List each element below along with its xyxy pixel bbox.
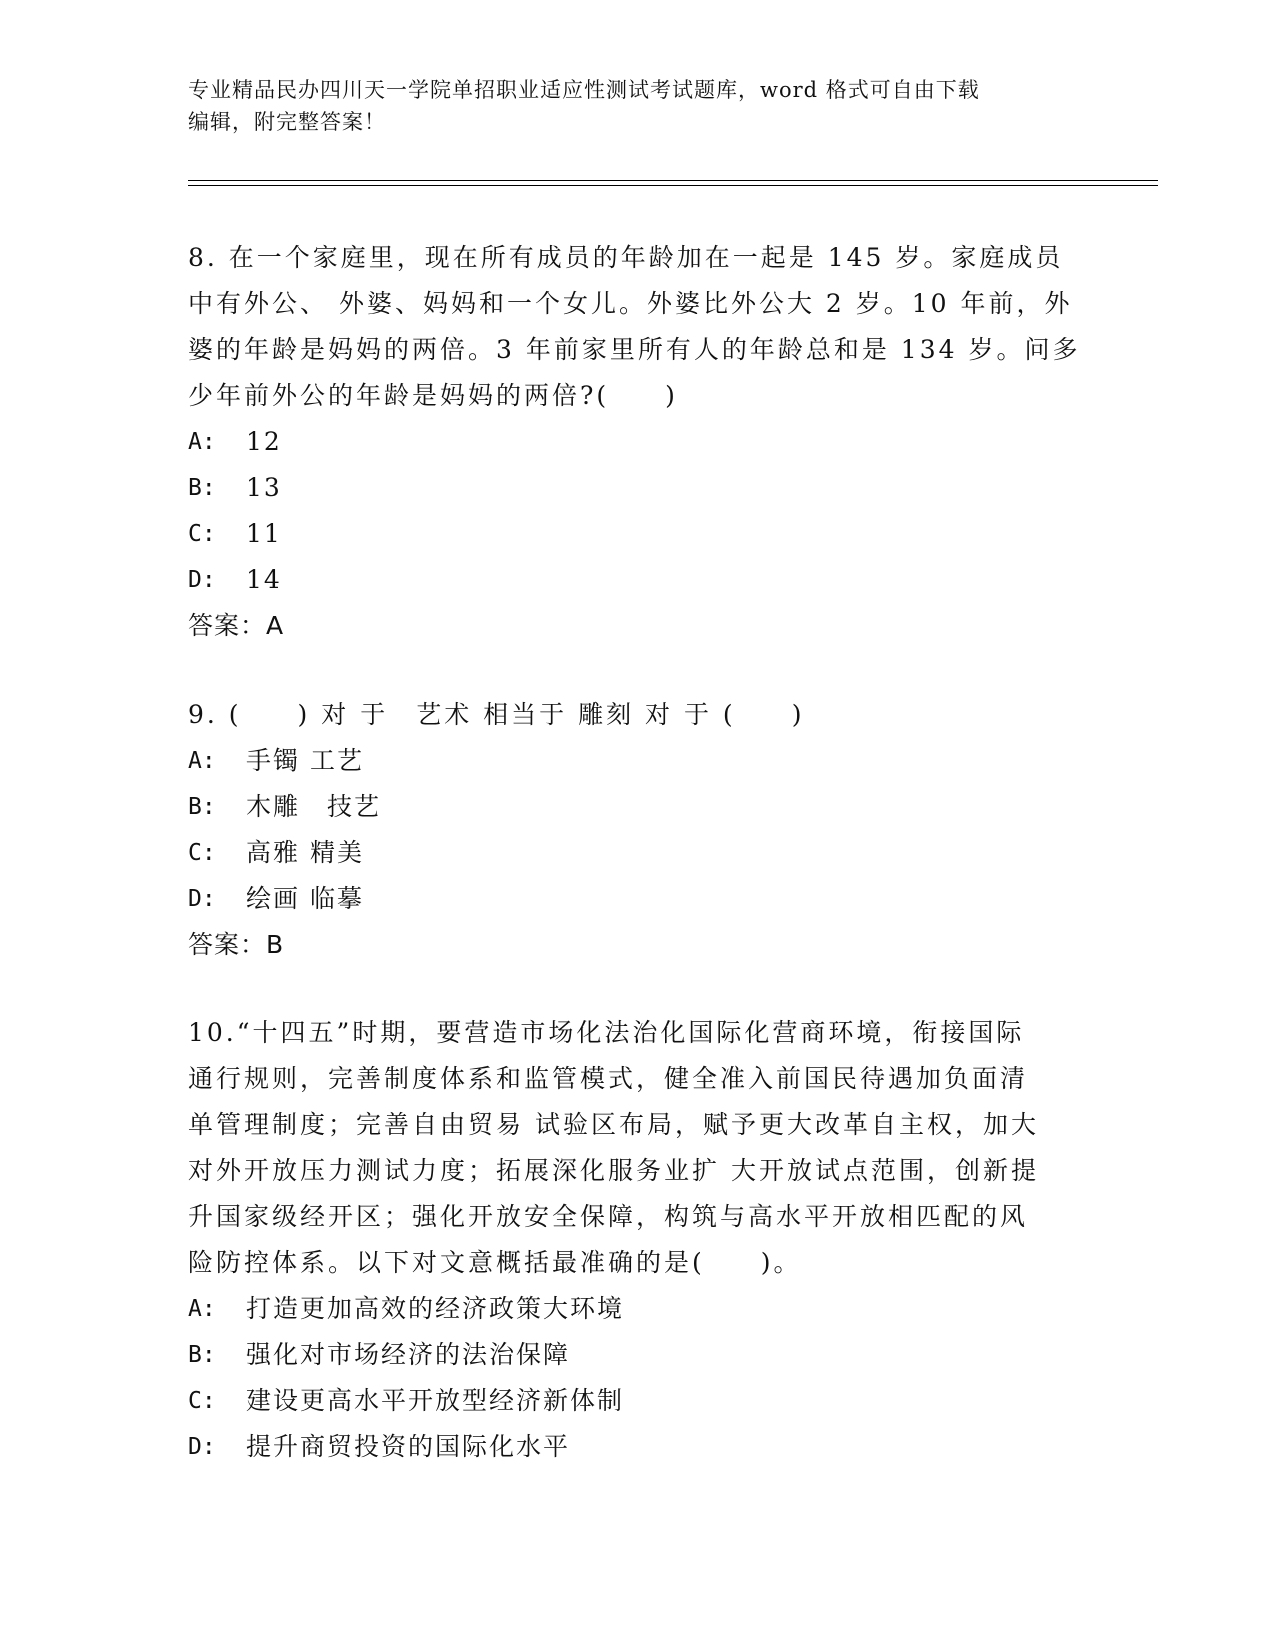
option-c (188, 830, 1088, 876)
option-text: 高雅 精美 (246, 838, 364, 867)
header-divider-bottom (188, 185, 1158, 186)
question-stem-line: 婆的年龄是妈妈的两倍。3 年前家里所有人的年龄总和是 134 岁。问多 (188, 335, 1081, 364)
answer-line: 答案：B (188, 930, 285, 959)
option-letter: B: (188, 794, 216, 820)
option-d (188, 1424, 1088, 1470)
option-c (188, 511, 1088, 557)
option-a (188, 1286, 1088, 1332)
option-text: 12 (246, 427, 282, 456)
question-stem-line: 单管理制度；完善自由贸易 试验区布局，赋予更大改革自主权，加大 (188, 1110, 1039, 1139)
question-stem-line: 8. 在一个家庭里，现在所有成员的年龄加在一起是 145 岁。家庭成员 (188, 243, 1064, 272)
answer-line: 答案：A (188, 611, 285, 640)
option-letter: B: (188, 475, 216, 501)
option-a (188, 419, 1088, 465)
option-text: 11 (246, 519, 282, 548)
header-line-2: 编辑，附完整答案！ (188, 110, 386, 134)
option-text: 木雕 技艺 (246, 792, 382, 821)
option-letter: A: (188, 1296, 216, 1322)
option-letter: C: (188, 521, 216, 547)
question-8 (188, 235, 1088, 649)
option-text: 强化对市场经济的法治保障 (246, 1340, 571, 1369)
option-d (188, 876, 1088, 922)
header-divider-top (188, 180, 1158, 181)
question-stem-line: 险防控体系。以下对文意概括最准确的是( )。 (188, 1248, 802, 1277)
question-stem-line: 中有外公、 外婆、妈妈和一个女儿。外婆比外公大 2 岁。10 年前，外 (188, 289, 1073, 318)
option-text: 建设更高水平开放型经济新体制 (246, 1386, 625, 1415)
question-9 (188, 692, 1088, 968)
question-stem-line: 对外开放压力测试力度；拓展深化服务业扩 大开放试点范围，创新提 (188, 1156, 1039, 1185)
document-header (188, 74, 1068, 138)
option-letter: A: (188, 429, 216, 455)
option-letter: A: (188, 748, 216, 774)
option-b (188, 784, 1088, 830)
option-a (188, 738, 1088, 784)
option-text: 绘画 临摹 (246, 884, 364, 913)
question-10 (188, 1010, 1088, 1470)
question-stem (188, 235, 1088, 419)
question-stem (188, 1010, 1088, 1286)
option-b (188, 1332, 1088, 1378)
option-text: 14 (246, 565, 282, 594)
option-d (188, 557, 1088, 603)
option-letter: D: (188, 567, 216, 593)
question-stem-line: 9. ( ) 对 于 艺术 相当于 雕刻 对 于 ( ) (188, 700, 805, 729)
option-letter: D: (188, 1434, 216, 1460)
option-b (188, 465, 1088, 511)
option-letter: D: (188, 886, 216, 912)
option-letter: C: (188, 1388, 216, 1414)
option-text: 13 (246, 473, 282, 502)
question-stem-line: 10.“十四五”时期，要营造市场化法治化国际化营商环境，衔接国际 (188, 1018, 1025, 1047)
option-letter: B: (188, 1342, 216, 1368)
option-text: 打造更加高效的经济政策大环境 (246, 1294, 625, 1323)
question-stem (188, 692, 1088, 738)
header-line-1: 专业精品民办四川天一学院单招职业适应性测试考试题库，word 格式可自由下载 (188, 78, 980, 102)
question-stem-line: 少年前外公的年龄是妈妈的两倍?( ) (188, 381, 678, 410)
option-text: 提升商贸投资的国际化水平 (246, 1432, 571, 1461)
question-stem-line: 通行规则，完善制度体系和监管模式，健全准入前国民待遇加负面清 (188, 1064, 1029, 1093)
option-text: 手镯 工艺 (246, 746, 364, 775)
option-letter: C: (188, 840, 216, 866)
option-c (188, 1378, 1088, 1424)
question-stem-line: 升国家级经开区；强化开放安全保障，构筑与高水平开放相匹配的风 (188, 1202, 1029, 1231)
